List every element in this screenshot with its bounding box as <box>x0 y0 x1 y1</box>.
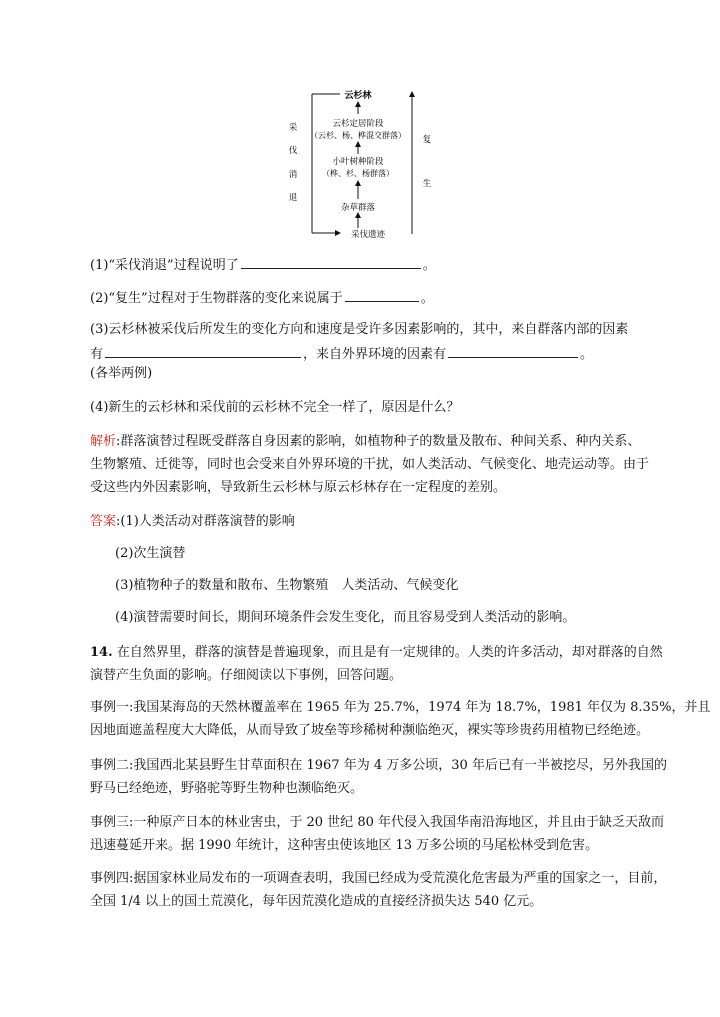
analysis-line3: 受这些内外因素影响，导致新生云杉林与原云杉林存在一定程度的差别。 <box>90 480 507 495</box>
node-clearing: 采伐遗迹 <box>350 230 386 240</box>
decline-label-4: 退 <box>288 193 298 203</box>
node-spruce-stage-line1: 云杉定居阶段 <box>332 119 384 129</box>
decline-label-3: 消 <box>288 170 298 180</box>
question-3-note: (各举两例) <box>90 366 153 381</box>
question-4: (4)新生的云杉林和采伐前的云杉林不完全一样了，原因是什么？ <box>90 400 460 415</box>
answer-3: (3)植物种子的数量和散布、生物繁殖 人类活动、气候变化 <box>115 578 459 593</box>
example-4-line2: 全国 1/4 以上的国土荒漠化，每年因荒漠化造成的直接经济损失达 540 亿元。 <box>90 894 543 909</box>
node-spruce-stage-line2: （云杉、杨、桦混交群落） <box>310 131 406 140</box>
answer-line1 <box>90 512 295 532</box>
question-1 <box>90 254 436 276</box>
analysis-label: 解析 <box>90 434 117 449</box>
example-2-line2: 野马已经绝迹，野骆驼等野生物种也濒临绝灭。 <box>90 781 364 796</box>
node-broadleaf-stage-line1: 小叶树种阶段 <box>332 157 384 167</box>
question-2-blank[interactable] <box>345 287 419 302</box>
question-2-text: (2)“复生”过程对于生物群落的变化来说属于 <box>90 291 343 306</box>
answer-label: 答案 <box>90 514 117 529</box>
example-3-line2: 迅速蔓延开来。据 1990 年统计，这种害虫使该地区 13 万多公顷的马尾松林受到危害。 <box>90 838 599 853</box>
node-broadleaf-stage-line2: （桦、杉、杨群落） <box>322 169 394 178</box>
example-1-line1: 事例一:我国某海岛的天然林覆盖率在 1965 年为 25.7%，1974 年为 18.7%，1981 年仅为 8.35%，并且 <box>90 700 711 715</box>
decline-label-1: 采 <box>288 123 298 133</box>
question-14-number: 14. <box>90 645 113 660</box>
answer-2: (2)次生演替 <box>115 546 186 561</box>
question-2 <box>90 287 434 309</box>
question-1-end: 。 <box>422 258 436 273</box>
question-3-external-prefix: ，来自外界环境的因素有 <box>303 347 447 362</box>
analysis-line2: 生物繁殖、迁徙等，同时也会受来自外界环境的干扰，如人类活动、气候变化、地壳运动等。由于 <box>90 457 650 472</box>
question-1-blank[interactable] <box>241 254 421 269</box>
answer-4: (4)演替需要时间长，期间环境条件会发生变化，而且容易受到人类活动的影响。 <box>115 610 576 625</box>
question-3-line2 <box>90 343 593 365</box>
regrowth-label-2: 生 <box>422 179 432 189</box>
example-4-line1: 事例四:据国家林业局发布的一项调查表明，我国已经成为受荒漠化危害最为严重的国家之一，目前， <box>90 871 667 886</box>
succession-diagram <box>280 82 440 242</box>
decline-label-2: 伐 <box>288 146 298 156</box>
question-3-internal-prefix: 有 <box>90 347 104 362</box>
regrowth-label-1: 复 <box>422 135 432 145</box>
question-14-line2: 演替产生负面的影响。仔细阅读以下事例，回答问题。 <box>90 668 403 683</box>
example-3-line1: 事例三:一种原产日本的林业害虫，于 20 世纪 80 年代侵入我国华南沿海地区，并且由于缺乏天敌而 <box>90 815 664 830</box>
analysis-text-1: :群落演替过程既受群落自身因素的影响，如植物种子的数量及散布、种间关系、种内关系、 <box>116 434 641 449</box>
question-2-end: 。 <box>420 291 434 306</box>
question-14-line1 <box>90 643 663 663</box>
example-1-line2: 因地面遮盖程度大大降低，从而导致了坡垒等珍稀树种濒临绝灭，裸实等珍贵药用植物已经绝迹。 <box>90 723 650 738</box>
answer-1: :(1)人类活动对群落演替的影响 <box>116 514 295 529</box>
node-spruce-forest: 云杉林 <box>344 91 372 101</box>
question-14-text-1: 在自然界里，群落的演替是普遍现象，而且是有一定规律的。人类的许多活动，却对群落的自然 <box>112 645 663 660</box>
question-3-external-blank[interactable] <box>448 343 578 358</box>
analysis-line1 <box>90 432 640 452</box>
question-3-internal-blank[interactable] <box>105 343 301 358</box>
question-1-text: (1)“采伐消退”过程说明了 <box>90 258 239 273</box>
example-2-line1: 事例二:我国西北某县野生甘草面积在 1967 年为 4 万多公顷，30 年后已有一半被挖尽，另外我国的 <box>90 758 667 773</box>
node-grass: 杂草群落 <box>340 203 376 213</box>
question-3-end: 。 <box>580 347 594 362</box>
question-3-line1: (3)云杉林被采伐后所发生的变化方向和速度是受许多因素影响的，其中，来自群落内部的因素 <box>90 322 629 337</box>
